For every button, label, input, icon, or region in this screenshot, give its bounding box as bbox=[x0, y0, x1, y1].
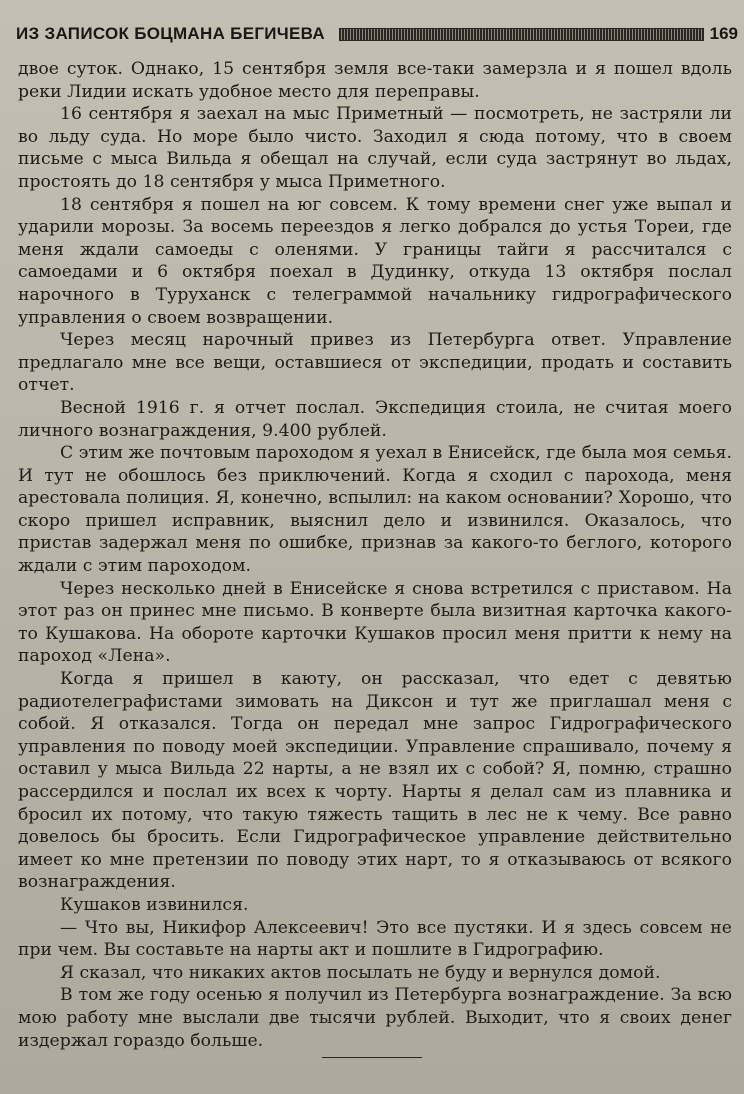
paragraph: Я сказал, что никаких актов посылать не буду и вернулся домой. bbox=[60, 962, 661, 983]
page-number: 169 bbox=[709, 24, 738, 43]
paragraph: Через несколько дней в Енисейске я снова встретился с приставом. На этот раз он принес мне письмо. В конверте была визитная карточка какого-то Кушакова. На обороте карточки Кушаков просил меня притти к нему на пароход «Лена». bbox=[18, 578, 732, 667]
paragraph: Кушаков извинился. bbox=[60, 894, 249, 915]
body-text bbox=[18, 58, 732, 1052]
paragraph: В том же году осенью я получил из Петербурга вознаграждение. За всю мою работу мне выслали две тысячи рублей. Выходит, что я своих денег издержал гораздо больше. bbox=[18, 985, 732, 1051]
paragraph: — Что вы, Никифор Алексеевич! Это все пустяки. И я здесь совсем не при чем. Вы составьте на нарты акт и пошлите в Гидрографию. bbox=[18, 917, 732, 961]
running-title: ИЗ ЗАПИСОК БОЦМАНА БЕГИЧЕВА bbox=[16, 24, 325, 43]
paragraph: двое суток. Однако, 15 сентября земля все-таки замерзла и я пошел вдоль реки Лидии искать удобное место для переправы. bbox=[18, 59, 732, 102]
paragraph: Через месяц нарочный привез из Петербурга ответ. Управление предлагало мне все вещи, оставшиеся от экспедиции, продать и составить отчет. bbox=[18, 330, 732, 396]
page-header bbox=[16, 22, 738, 46]
paragraph: 16 сентября я заехал на мыс Приметный — посмотреть, не застряли ли во льду суда. Но море было чисто. Заходил я сюда потому, что в своем письме с мыса Вильда я обещал на случай, если суда застрянут во льдах, простоять до 18 сентября у мыса Приметного. bbox=[18, 104, 732, 192]
paragraph: Когда я пришел в каюту, он рассказал, что едет с девятью радиотелеграфистами зимовать на Диксон и тут же приглашал меня с собой. Я отказался. Тогда он передал мне запрос Гидрографического управления по поводу моей экспедиции. Управление спрашивало, почему я оставил у мыса Вильда 22 нарты, а не взял их с собой? Я, помню, страшно рассердился и послал их всех к чорту. Нарты я делал сам из плавника и бросил их потому, что такую тяжесть тащить в лес не к чему. Все равно довелось бы бросить. Если Гидрографическое управление действительно имеет ко мне претензии по поводу этих нарт, то я отказываюсь от всякого вознаграждения. bbox=[18, 669, 732, 893]
end-rule bbox=[322, 1057, 422, 1058]
paragraph: Весной 1916 г. я отчет послал. Экспедиция стоила, не считая моего личного вознаграждения, 9.400 рублей. bbox=[18, 397, 732, 441]
paragraph: 18 сентября я пошел на юг совсем. К тому времени снег уже выпал и ударили морозы. За восемь переездов я легко добрался до устья Тореи, где меня ждали самоеды с оленями. У границы тайги я рассчитался с самоедами и 6 октября поехал в Дудинку, откуда 13 октября послал нарочного в Туруханск с телеграммой начальнику гидрографического управления о своем возвращении. bbox=[18, 194, 732, 328]
header-rule bbox=[339, 28, 704, 41]
paragraph: С этим же почтовым пароходом я уехал в Енисейск, где была моя семья. И тут не обошлось без приключений. Когда я сходил с парохода, меня арестовала полиция. Я, конечно, вспылил: на каком основании? Хорошо, что скоро пришел исправник, выяснил дело и извинился. Оказалось, что пристав задержал меня по ошибке, признав за какого-то беглого, которого ждали с этим пароходом. bbox=[18, 443, 732, 577]
